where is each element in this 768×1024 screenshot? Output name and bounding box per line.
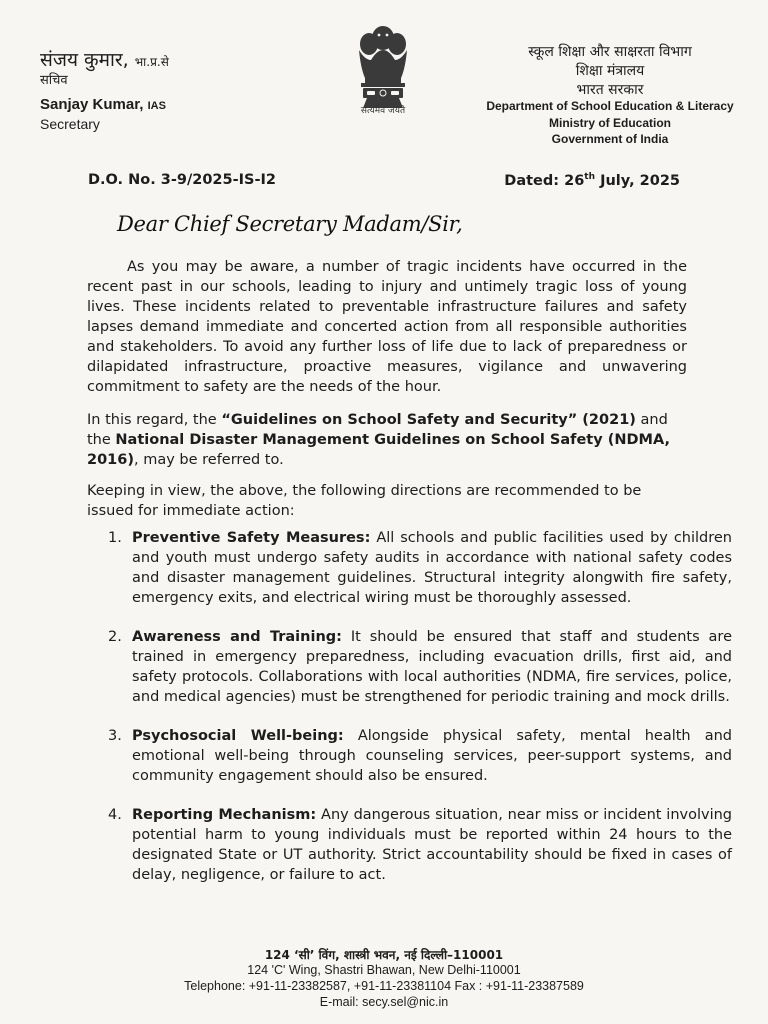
footer-email[interactable]: E-mail: secy.sel@nic.in xyxy=(319,995,449,1009)
dept-english-line2: Ministry of Education xyxy=(548,116,671,130)
hindi-service: भा.प्र.से xyxy=(134,55,169,69)
dept-english-line3: Government of India xyxy=(551,132,669,146)
footer-telephone: Telephone: +91-11-23382587, +91-11-23381104 Fax : +91-11-23387589 xyxy=(184,979,584,993)
directions-intro: Keeping in view, the above, the following directions are recommended to be issued for immediate action: xyxy=(87,483,642,519)
direction-item: 4. Reporting Mechanism: Any dangerous situation, near miss or incident involving potential harm to young individuals must be reported within 24 hours to the designated State or UT authority. Strict accountability should be fixed in cases of delay, negligence, or failure to act. xyxy=(108,807,732,883)
guidelines-paragraph: In this regard, the “Guidelines on School Safety and Security” (2021) and the National Disaster Management Guidelines on School Safety (NDMA, 2016), may be referred to. xyxy=(87,412,670,468)
footer-english-address: 124 'C' Wing, Shastri Bhawan, New Delhi-110001 xyxy=(247,963,521,977)
hindi-designation: सचिव xyxy=(40,73,68,88)
dept-hindi-line2: शिक्षा मंत्रालय xyxy=(575,63,645,79)
english-officer-name: Sanjay Kumar, IAS xyxy=(40,96,166,113)
dept-english-line1: Department of School Education & Literacy xyxy=(486,99,734,113)
letter-date: Dated: 26th July, 2025 xyxy=(504,172,680,189)
english-designation: Secretary xyxy=(40,116,100,132)
direction-item: 1. Preventive Safety Measures: All schools and public facilities used by children and youth must undergo safety audits in accordance with national safety codes and disaster management guidelines. Structural integrity alongwith fire safety, emergency exits, and electrical wiring must be thoroughly assessed. xyxy=(108,530,732,606)
footer-hindi-address: 124 ‘सी’ विंग, शास्त्री भवन, नई दिल्ली–110001 xyxy=(264,948,504,962)
emblem-motto: सत्यमेव जयते xyxy=(360,106,406,116)
directions-list xyxy=(87,528,732,885)
direction-title: Reporting Mechanism: xyxy=(132,807,317,823)
direction-item: 3. Psychosocial Well-being: Alongside physical safety, mental health and emotional well-being through counseling services, peer-support systems, and community engagement should also be ensured. xyxy=(108,728,732,784)
hindi-officer-name: संजय कुमार, भा.प्र.से xyxy=(40,49,169,71)
direction-title: Psychosocial Well-being: xyxy=(132,728,344,744)
direction-item: 2. Awareness and Training: It should be ensured that staff and students are trained in emergency preparedness, including evacuation drills, first aid, and safety protocols. Collaborations with local authorities (NDMA, fire services, police, and medical agencies) must be strengthened for periodic training and mock drills. xyxy=(108,629,732,705)
direction-title: Preventive Safety Measures: xyxy=(132,530,371,546)
do-number: D.O. No. 3-9/2025-IS-I2 xyxy=(88,172,276,188)
intro-paragraph: As you may be aware, a number of tragic incidents have occurred in the recent past in our schools, leading to injury and untimely tragic loss of young lives. These incidents related to preventable infrastructure failures and safety lapses demand immediate and concerted action from all responsible authorities and stakeholders. To avoid any further loss of life due to lack of preparedness or dilapidated infrastructure, proactive measures, vigilance and unwavering commitment to safety are the needs of the hour. xyxy=(87,259,687,395)
english-service: IAS xyxy=(147,100,166,112)
dept-hindi-line1: स्कूल शिक्षा और साक्षरता विभाग xyxy=(528,44,692,60)
direction-title: Awareness and Training: xyxy=(132,629,342,645)
dept-hindi-line3: भारत सरकार xyxy=(576,82,644,98)
handwritten-salutation: Dear Chief Secretary Madam/Sir, xyxy=(117,212,463,236)
